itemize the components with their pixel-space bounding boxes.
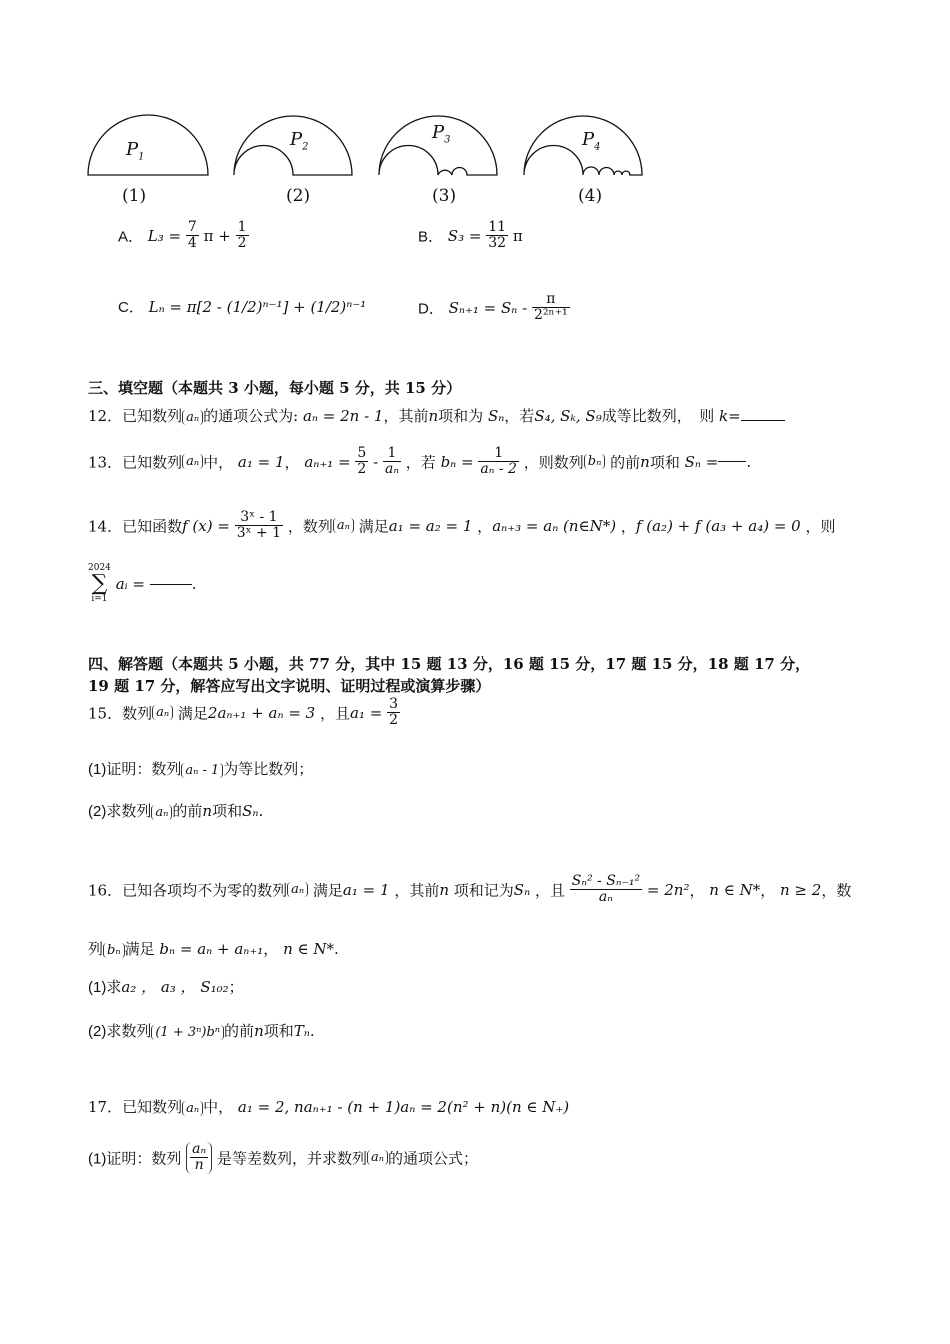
figure-1-label: $P_1$ <box>126 139 145 163</box>
figure-4-caption: (4) <box>578 186 603 206</box>
question-14-sum: 2024 ∑ i=1 aᵢ = . <box>88 563 197 604</box>
option-c: C． Lₙ = π[2 - (1/2)ⁿ⁻¹] + (1/2)ⁿ⁻¹ <box>118 298 367 316</box>
question-14: 14．已知函数f (x) = $\frac{\text{3ˣ - 1}}{\text{3ˣ + 1}}$ ，数列 aₙ 满足a₁ = a₂ = 1 ，aₙ₊₃ = aₙ (n∈N*) ，f (a₂) + f (a₃ + a₄) = 0 ，则 <box>88 509 836 542</box>
question-17-part1: (1)证明：数列 $\frac{\text{aₙ}}{n}$ 是等差数列，并求数列 aₙ 的通项公式； <box>88 1141 478 1174</box>
figure-1-caption: (1) <box>122 186 147 206</box>
option-d: D． Sₙ₊₁ = Sₙ - $\frac{\pi}{\text{2²ⁿ⁺¹}}$ <box>418 291 568 324</box>
figure-3-caption: (3) <box>432 186 457 206</box>
question-13: 13．已知数列 aₙ 中， a₁ = 1， aₙ₊₁ = $\frac{5}{2}$ - $\frac{1}{\text{aₙ}}$ ，若 bₙ = $\frac{1}{\text{aₙ - 2}}$ ，则数列 bₙ 的前n项和 Sₙ = . <box>88 445 752 478</box>
figure-2-caption: (2) <box>286 186 311 206</box>
question-16-part2: (2)求数列 (1 + 3ⁿ)bⁿ 的前n项和Tₙ. <box>88 1022 315 1040</box>
question-12: 12．已知数列 aₙ 的通项公式为: aₙ = 2n - 1，其前n项和为 Sₙ，若S₄, Sₖ, S₉成等比数列， 则 k= <box>88 405 785 426</box>
question-17: 17．已知数列 aₙ 中， a₁ = 2, naₙ₊₁ - (n + 1)aₙ = 2(n² + n)(n ∈ N₊) <box>88 1098 570 1116</box>
section-4-heading-line2: 19 题 17 分，解答应写出文字说明、证明过程或演算步骤） <box>88 677 491 695</box>
section-4-heading-line1: 四、解答题（本题共 5 小题，共 77 分，其中 15 题 13 分，16 题 15 分，17 题 15 分，18 题 17 分， <box>88 655 811 673</box>
question-16-part1: (1)求a₂ ， a₃ ， S₁₀₂； <box>88 978 244 996</box>
figure-2-label: $P_2$ <box>290 129 309 153</box>
figure-1-arc <box>88 115 208 175</box>
figure-3-label: $P_3$ <box>432 122 451 146</box>
question-15: 15．数列 aₙ 满足2aₙ₊₁ + aₙ = 3 ，且a₁ = $\frac{3}{2}$ <box>88 696 398 729</box>
question-16: 16．已知各项均不为零的数列 aₙ 满足a₁ = 1 ，其前n 项和记为Sₙ ，且 $\frac{\text{Sₙ² - Sₙ₋₁²}}{\text{aₙ}}$ = 2n²， n ∈ N*， n ≥ 2，数 <box>88 873 852 906</box>
figure-4-label: $P_4$ <box>582 129 601 153</box>
question-15-part2: (2)求数列 aₙ 的前n项和Sₙ. <box>88 802 264 820</box>
option-a: A． L₃ = $\frac{7}{4}$ π + $\frac{1}{2}$ <box>118 219 247 252</box>
section-3-heading: 三、填空题（本题共 3 小题，每小题 5 分，共 15 分） <box>88 379 462 397</box>
question-15-part1: (1)证明：数列 aₙ - 1 为等比数列； <box>88 760 314 778</box>
option-b: B． S₃ = $\frac{11}{32}$ π <box>418 219 523 252</box>
question-16-line2: 列 bₙ 满足 bₙ = aₙ + aₙ₊₁， n ∈ N*. <box>88 940 339 958</box>
